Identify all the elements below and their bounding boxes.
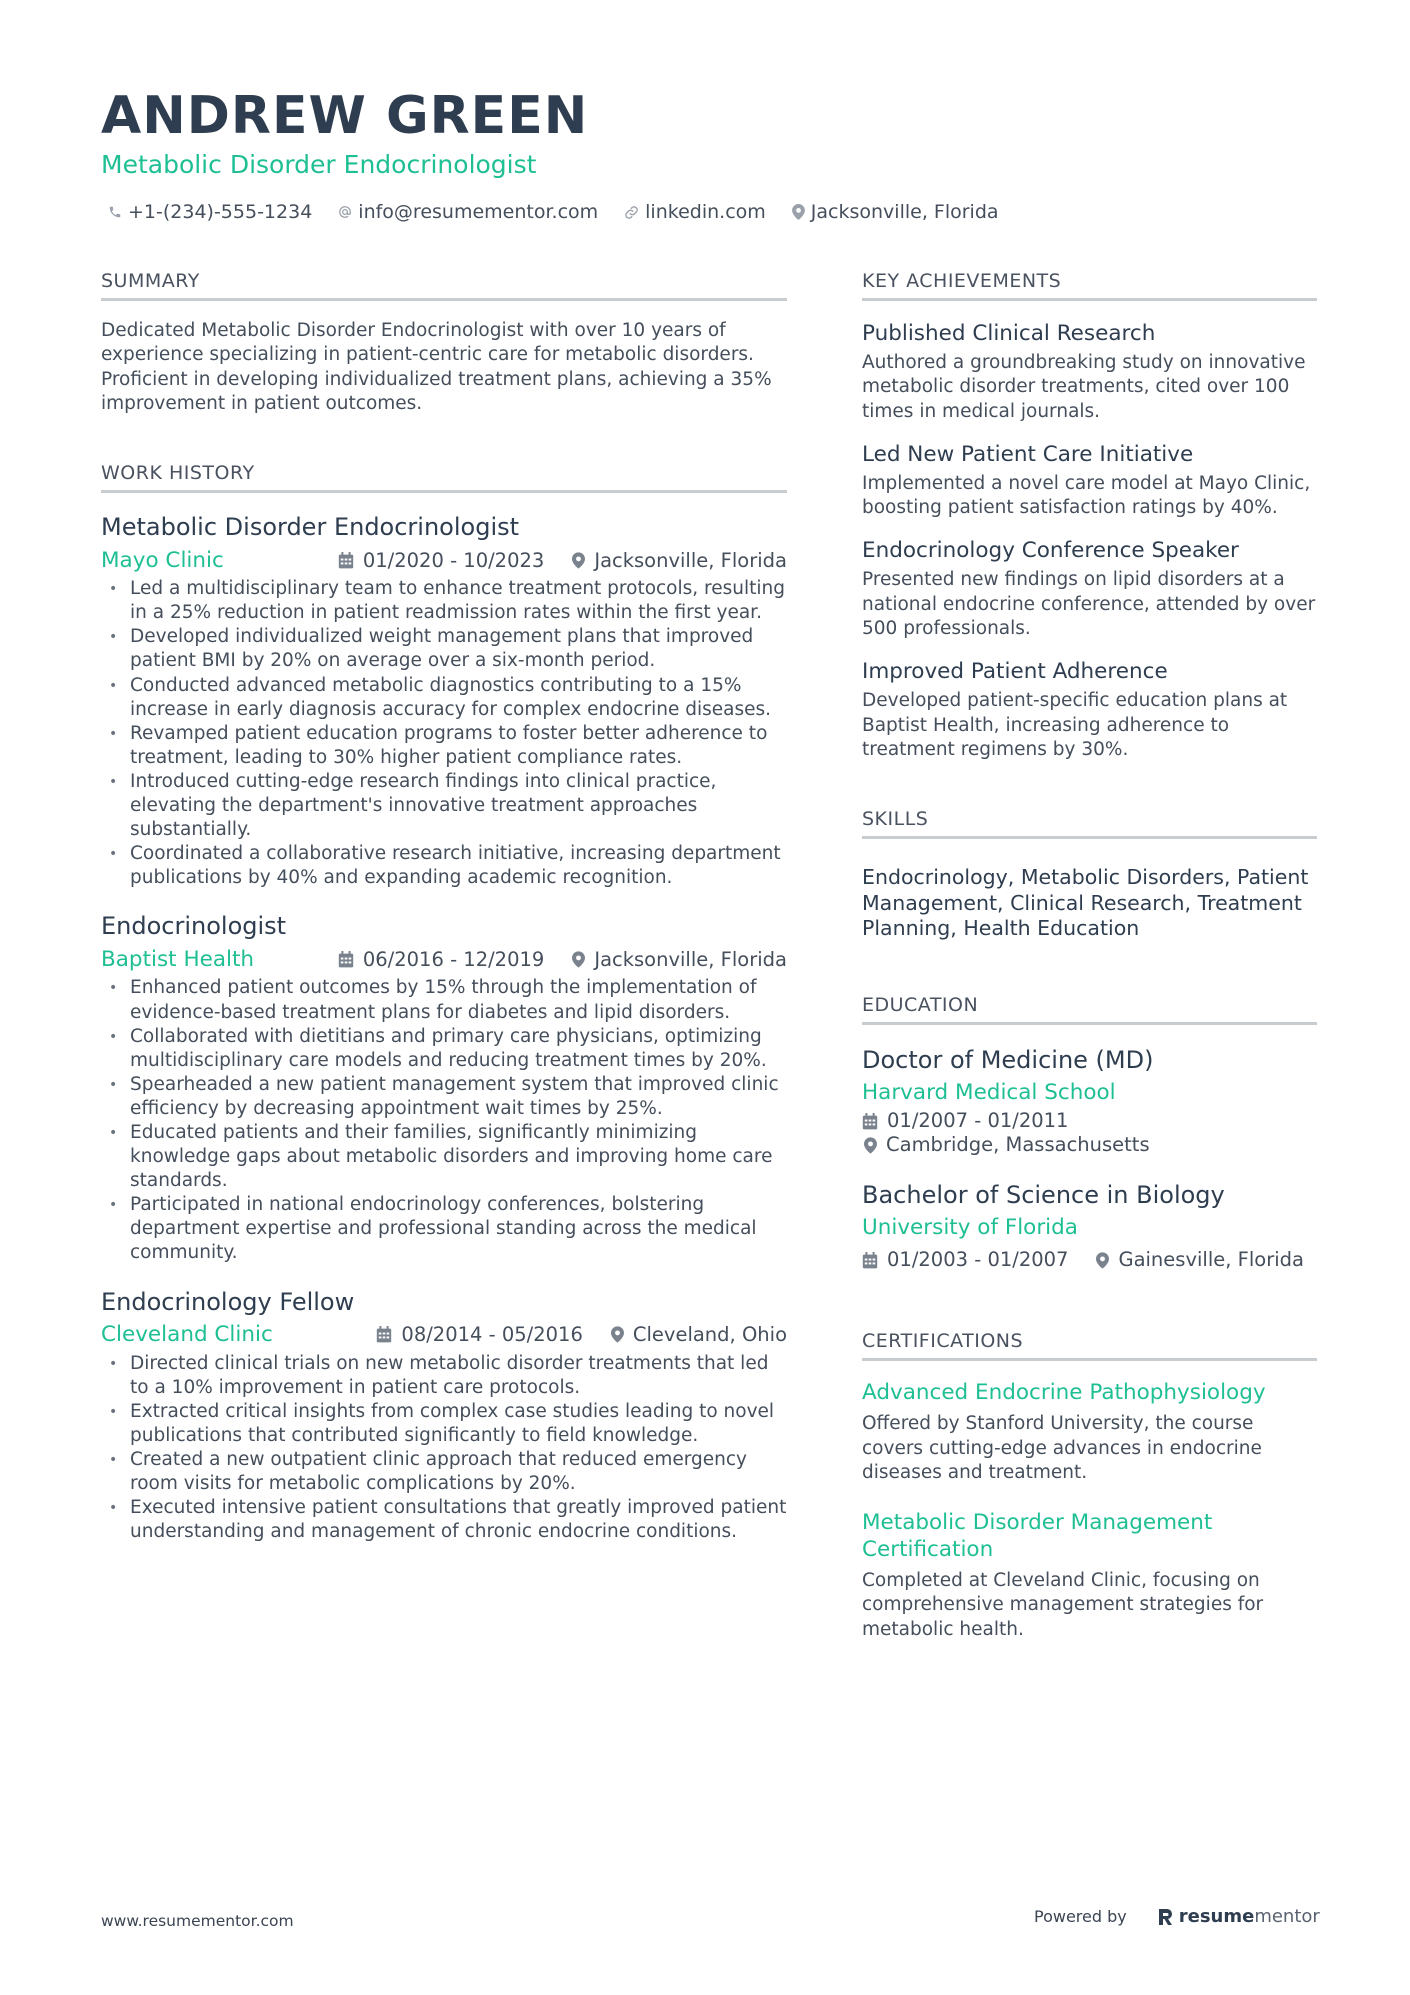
education-dates-item <box>862 1109 1068 1134</box>
job-title: Endocrinologist <box>101 912 287 941</box>
education-school: Harvard Medical School <box>862 1079 1116 1105</box>
education-school: University of Florida <box>862 1214 1078 1240</box>
job-entry <box>101 511 787 890</box>
job-title: Endocrinology Fellow <box>101 1287 355 1316</box>
achievements-section <box>862 268 1317 762</box>
calendar-icon <box>862 1252 878 1269</box>
job-dates-text: 08/2014 - 05/2016 <box>401 1323 583 1347</box>
right-column <box>862 268 1317 1642</box>
achievement-desc: Developed patient-specific education plans at Baptist Health, increasing adherence to treatment regimens by 30%. <box>862 690 1288 760</box>
job-bullet: • Conducted advanced metabolic diagnostics contributing to a 15% increase in early diagnosis accuracy for complex endocrine diseases. <box>101 674 787 722</box>
link-icon <box>624 205 639 220</box>
education-heading: EDUCATION <box>862 992 1317 1025</box>
certification-desc: Completed at Cleveland Clinic, focusing on comprehensive management strategies for metabolic health. <box>862 1570 1264 1640</box>
education-location-text: Gainesville, Florida <box>1118 1247 1304 1271</box>
job-location <box>611 1323 787 1346</box>
job-title: Metabolic Disorder Endocrinologist <box>101 513 520 542</box>
location-pin-icon <box>572 951 585 968</box>
contact-email <box>338 201 598 223</box>
achievements-heading: KEY ACHIEVEMENTS <box>862 268 1317 301</box>
contact-location <box>792 201 999 223</box>
education-meta <box>862 1248 1317 1273</box>
location-text: Jacksonville, Florida <box>810 201 999 223</box>
certification-desc: Offered by Stanford University, the course covers cutting-edge advances in endocrine diseases and treatment. <box>862 1413 1262 1483</box>
job-bullet: • Executed intensive patient consultations that greatly improved patient understanding and management of chronic endocrine conditions. <box>101 1496 787 1544</box>
certification-title: Metabolic Disorder Management Certification <box>862 1510 1213 1563</box>
achievement-desc: Authored a groundbreaking study on innovative metabolic disorder treatments, cited over 100 times in medical journals. <box>862 352 1306 422</box>
phone-icon <box>108 205 122 219</box>
calendar-icon <box>338 552 354 569</box>
location-pin-icon <box>864 1137 877 1154</box>
job-bullet: • Led a multidisciplinary team to enhance treatment protocols, resulting in a 25% reduction in patient readmission rates within the first year. <box>101 577 787 625</box>
job-location <box>572 549 787 572</box>
job-meta <box>101 942 787 976</box>
job-dates <box>376 1323 582 1346</box>
achievement-item <box>862 319 1317 424</box>
location-pin-icon <box>1096 1252 1109 1269</box>
candidate-name: ANDREW GREEN <box>101 86 589 146</box>
job-meta <box>101 543 787 577</box>
summary-section <box>101 268 787 416</box>
education-item <box>862 1043 1317 1158</box>
footer-website[interactable]: www.resumementor.com <box>101 1912 294 1930</box>
phone-text: +1-(234)-555-1234 <box>128 201 313 223</box>
skills-text: Endocrinology, Metabolic Disorders, Patient Management, Clinical Research, Treatment Planning, Health Education <box>862 865 1309 941</box>
brand-text-light: mentor <box>1254 1906 1320 1927</box>
location-pin-icon <box>611 1326 624 1343</box>
education-location-text: Cambridge, Massachusetts <box>886 1133 1150 1157</box>
job-entry <box>101 1286 787 1545</box>
education-location <box>862 1133 1317 1158</box>
job-meta <box>101 1318 787 1352</box>
contact-bar <box>108 199 1025 225</box>
resumementor-logo-icon <box>1157 1907 1173 1927</box>
job-bullet: • Created a new outpatient clinic approach that reduced emergency room visits for metabolic complications by 20%. <box>101 1448 787 1496</box>
job-location <box>572 948 787 971</box>
certification-item <box>862 1509 1317 1642</box>
email-text: info@resumementor.com <box>358 201 599 223</box>
calendar-icon <box>862 1113 878 1130</box>
summary-heading: SUMMARY <box>101 268 787 301</box>
brand-text-bold: resume <box>1178 1906 1255 1927</box>
job-bullet: • Directed clinical trials on new metabolic disorder treatments that led to a 10% improvement in patient care protocols. <box>101 1352 787 1400</box>
contact-linkedin <box>624 201 766 223</box>
achievement-title: Endocrinology Conference Speaker <box>862 538 1239 564</box>
job-company: Baptist Health <box>101 946 255 972</box>
certifications-section <box>862 1328 1317 1642</box>
job-dates <box>338 948 544 971</box>
location-pin-icon <box>792 204 805 220</box>
job-company: Cleveland Clinic <box>101 1322 273 1348</box>
achievement-item <box>862 440 1317 521</box>
linkedin-text: linkedin.com <box>645 201 766 223</box>
job-bullet: • Participated in national endocrinology conferences, bolstering department expertise and professional standing across the medical community. <box>101 1193 787 1265</box>
job-bullet: • Coordinated a collaborative research initiative, increasing department publications by 40% and expanding academic recognition. <box>101 842 787 890</box>
education-dates-text: 01/2003 - 01/2007 <box>887 1247 1069 1271</box>
job-bullets <box>101 1352 787 1545</box>
job-bullet: • Educated patients and their families, significantly minimizing knowledge gaps about metabolic disorders and improving home care standards. <box>101 1121 787 1193</box>
job-dates-text: 06/2016 - 12/2019 <box>362 947 545 971</box>
job-location-text: Cleveland, Ohio <box>632 1323 787 1347</box>
job-bullets <box>101 577 787 890</box>
candidate-title: Metabolic Disorder Endocrinologist <box>101 150 537 179</box>
education-degree: Bachelor of Science in Biology <box>862 1180 1225 1209</box>
job-bullet: • Enhanced patient outcomes by 15% through the implementation of evidence-based treatment plans for diabetes and lipid disorders. <box>101 976 787 1024</box>
job-bullet: • Collaborated with dietitians and primary care physicians, optimizing multidisciplinary care models and reducing treatment times by 20%. <box>101 1025 787 1073</box>
certification-title: Advanced Endocrine Pathophysiology <box>862 1380 1266 1406</box>
achievement-item <box>862 657 1317 762</box>
work-history-section <box>101 460 787 1544</box>
job-bullet: • Revamped patient education programs to foster better adherence to treatment, leading to 30% higher patient compliance rates. <box>101 722 787 770</box>
education-degree: Doctor of Medicine (MD) <box>862 1045 1154 1074</box>
education-section <box>862 992 1317 1273</box>
achievement-desc: Implemented a novel care model at Mayo Clinic, boosting patient satisfaction ratings by 40%. <box>862 472 1311 519</box>
work-history-heading: WORK HISTORY <box>101 460 787 493</box>
skills-heading: SKILLS <box>862 806 1317 839</box>
contact-phone <box>108 201 312 223</box>
certification-item <box>862 1379 1317 1485</box>
job-bullet: • Spearheaded a new patient management system that improved clinic efficiency by decreasing appointment wait times by 25%. <box>101 1073 787 1121</box>
certifications-heading: CERTIFICATIONS <box>862 1328 1317 1361</box>
job-bullet: • Introduced cutting-edge research findings into clinical practice, elevating the department's innovative treatment approaches substantially. <box>101 770 787 842</box>
job-bullet: • Developed individualized weight management plans that improved patient BMI by 20% on average over a six-month period. <box>101 625 787 673</box>
at-icon <box>338 205 352 219</box>
education-dates-item <box>862 1248 1068 1273</box>
achievement-title: Published Clinical Research <box>862 321 1156 346</box>
education-location-item <box>1096 1248 1304 1273</box>
achievement-item <box>862 536 1317 641</box>
calendar-icon <box>338 951 354 968</box>
achievement-title: Improved Patient Adherence <box>862 659 1168 685</box>
achievement-title: Led New Patient Care Initiative <box>862 441 1194 467</box>
footer-branding <box>1034 1906 1320 1927</box>
powered-by-label: Powered by <box>1034 1907 1127 1926</box>
job-entry <box>101 910 787 1265</box>
job-dates-text: 01/2020 - 10/2023 <box>362 548 545 572</box>
education-location-item <box>862 1133 1150 1158</box>
left-column <box>101 268 787 1544</box>
job-bullet: • Extracted critical insights from complex case studies leading to novel publications that contributed significantly to field knowledge. <box>101 1400 787 1448</box>
job-bullets <box>101 976 787 1265</box>
job-dates <box>338 549 544 572</box>
location-pin-icon <box>572 552 585 569</box>
achievement-desc: Presented new findings on lipid disorders at a national endocrine conference, attended by over 500 professionals. <box>862 569 1316 640</box>
education-dates <box>862 1109 1317 1134</box>
education-item <box>862 1178 1317 1273</box>
calendar-icon <box>376 1326 392 1343</box>
job-location-text: Jacksonville, Florida <box>594 947 787 971</box>
education-dates-text: 01/2007 - 01/2011 <box>887 1108 1069 1132</box>
skills-section <box>862 806 1317 942</box>
job-location-text: Jacksonville, Florida <box>594 548 787 572</box>
brand-logo[interactable] <box>1157 1906 1320 1927</box>
job-company: Mayo Clinic <box>101 547 224 573</box>
summary-text: Dedicated Metabolic Disorder Endocrinologist with over 10 years of experience specializing in patient-centric care for metabolic disorders. Proficient in developing individualized treatment plans, achieving a 35% improvement in patient outcomes. <box>101 320 772 414</box>
